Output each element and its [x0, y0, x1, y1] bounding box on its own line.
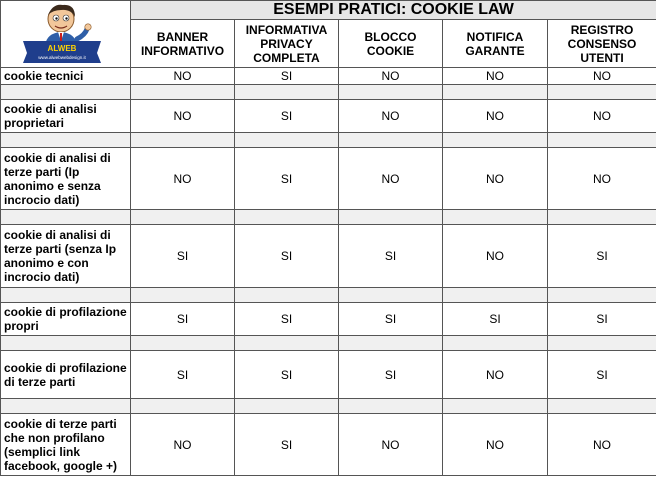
table-cell: SI	[443, 303, 548, 336]
row-label: cookie di terze parti che non profilano (semplici link facebook, google +)	[1, 414, 131, 476]
table-cell: NO	[339, 148, 443, 210]
table-row	[1, 351, 656, 399]
logo-url-text: www.alwebwebdesign.it	[38, 55, 86, 60]
table-cell: NO	[339, 68, 443, 85]
page-title: ESEMPI PRATICI: COOKIE LAW	[131, 1, 656, 20]
table-cell: NO	[131, 414, 235, 476]
table-cell: SI	[548, 351, 656, 399]
column-header: NOTIFICA GARANTE	[443, 20, 548, 68]
row-label: cookie di analisi di terze parti (Ip anonimo e senza incrocio dati)	[1, 148, 131, 210]
table-row	[1, 225, 656, 288]
spacer-row	[1, 133, 656, 148]
table-cell: NO	[443, 68, 548, 85]
table-cell: SI	[548, 225, 656, 288]
table-row	[1, 68, 656, 85]
table-cell: NO	[443, 148, 548, 210]
table-cell: NO	[548, 414, 656, 476]
table-cell: NO	[443, 414, 548, 476]
table-cell: SI	[131, 303, 235, 336]
table-cell: SI	[339, 351, 443, 399]
table-cell: SI	[235, 148, 339, 210]
table-cell: NO	[131, 100, 235, 133]
table-cell: NO	[339, 414, 443, 476]
logo-name-text: ALWEB	[47, 44, 77, 53]
alweb-logo	[1, 1, 129, 65]
table-cell: NO	[443, 351, 548, 399]
column-header: BANNER INFORMATIVO	[131, 20, 235, 68]
spacer-row	[1, 399, 656, 414]
table-cell: NO	[131, 148, 235, 210]
table-cell: SI	[548, 303, 656, 336]
row-label: cookie di analisi di terze parti (senza Ip anonimo e con incrocio dati)	[1, 225, 131, 288]
table-row	[1, 303, 656, 336]
table-cell: SI	[235, 303, 339, 336]
table-row	[1, 148, 656, 210]
row-label: cookie di analisi proprietari	[1, 100, 131, 133]
table-cell: SI	[339, 303, 443, 336]
table-row	[1, 414, 656, 476]
spacer-row	[1, 288, 656, 303]
table-cell: NO	[548, 68, 656, 85]
table-cell: SI	[235, 414, 339, 476]
table-cell: SI	[235, 68, 339, 85]
table-cell: NO	[443, 225, 548, 288]
table-cell: NO	[443, 100, 548, 133]
table-cell: SI	[131, 351, 235, 399]
table-cell: NO	[548, 100, 656, 133]
table-row	[1, 100, 656, 133]
spacer-row	[1, 210, 656, 225]
table-cell: SI	[131, 225, 235, 288]
row-label: cookie di profilazione propri	[1, 303, 131, 336]
row-label: cookie di profilazione di terze parti	[1, 351, 131, 399]
table-cell: SI	[235, 351, 339, 399]
column-header: INFORMATIVA PRIVACY COMPLETA	[235, 20, 339, 68]
mascot-icon	[1, 1, 129, 67]
spacer-row	[1, 85, 656, 100]
table-cell: NO	[548, 148, 656, 210]
table-cell: SI	[339, 225, 443, 288]
table-cell: NO	[339, 100, 443, 133]
column-header: REGISTRO CONSENSO UTENTI	[548, 20, 656, 68]
row-label: cookie tecnici	[1, 68, 131, 85]
spacer-row	[1, 336, 656, 351]
table-cell: SI	[235, 100, 339, 133]
table-cell: NO	[131, 68, 235, 85]
table-cell: SI	[235, 225, 339, 288]
logo-cell	[1, 1, 131, 68]
column-header: BLOCCO COOKIE	[339, 20, 443, 68]
